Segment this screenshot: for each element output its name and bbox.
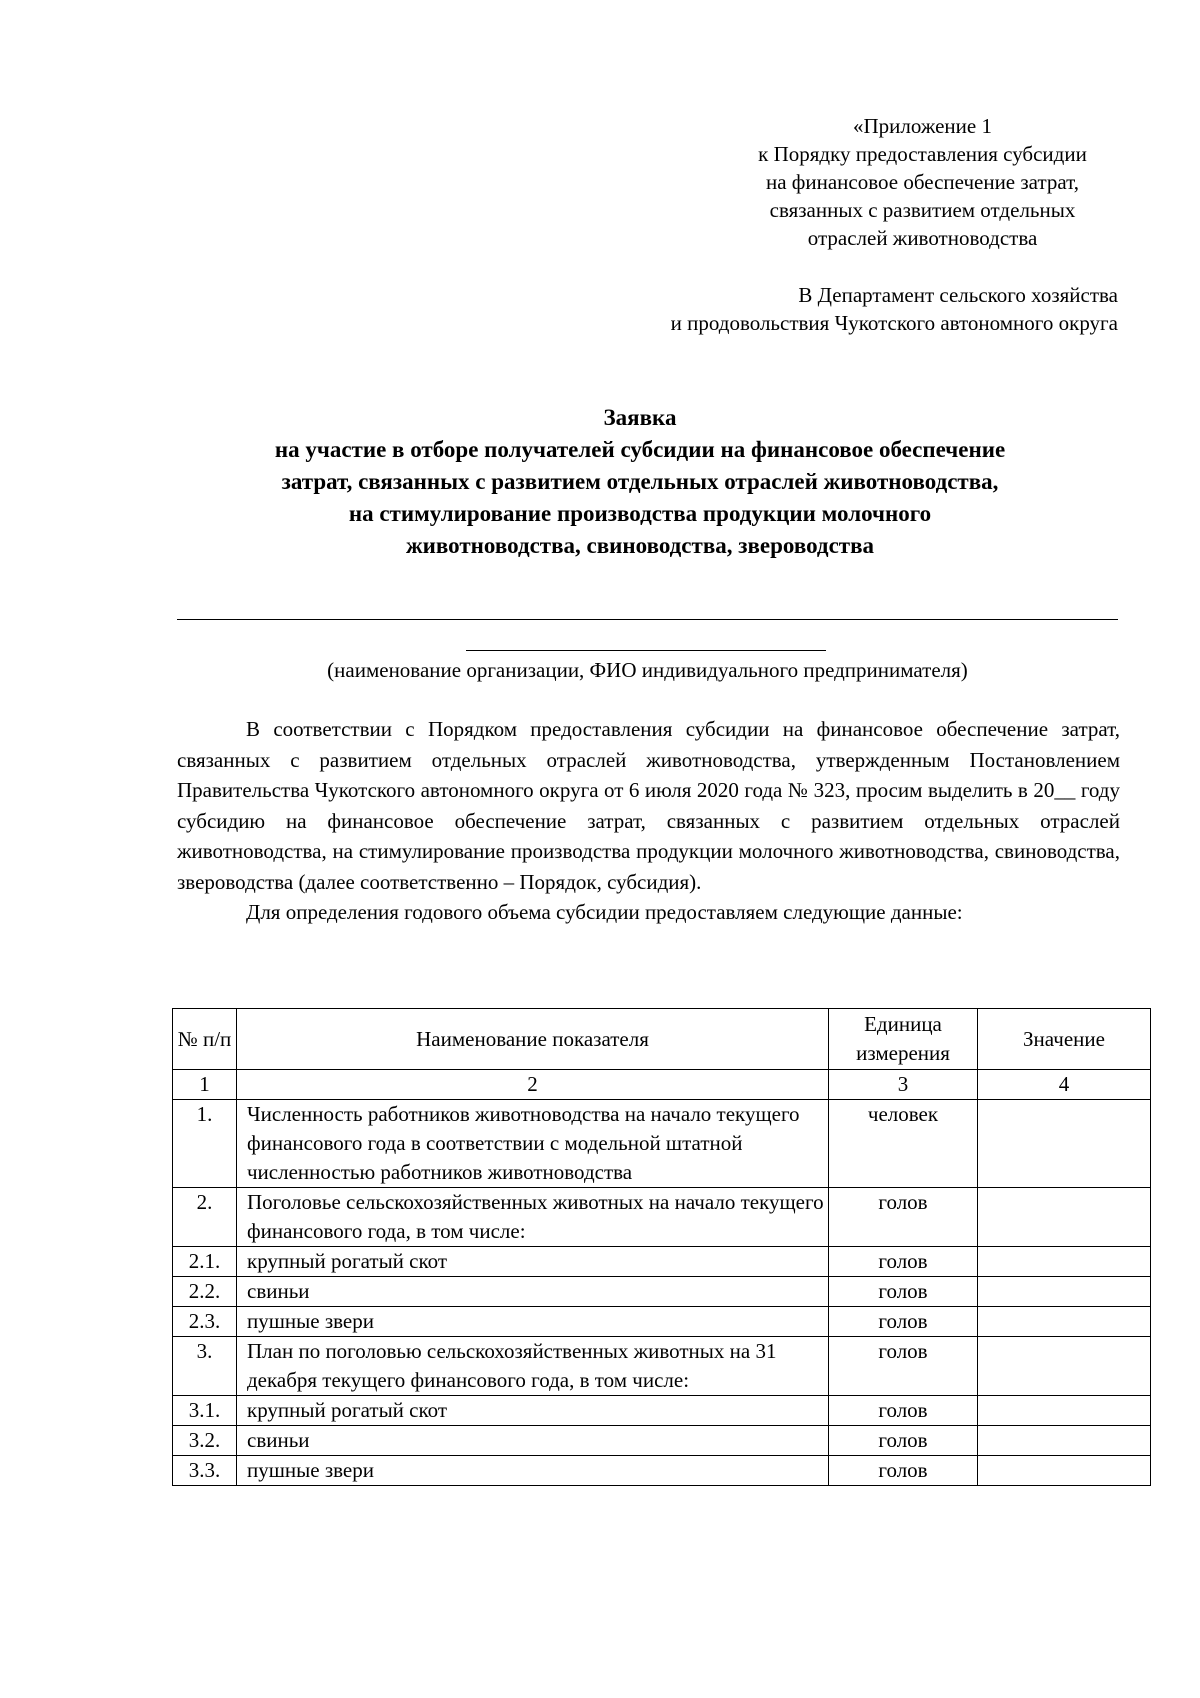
header-unit: Единица измерения	[829, 1009, 978, 1070]
row-value[interactable]	[978, 1188, 1151, 1247]
row-name: свиньи	[237, 1277, 829, 1307]
indicators-table	[172, 1008, 1151, 1486]
table-row	[173, 1277, 1151, 1307]
title-line: на стимулирование производства продукции молочного	[348, 501, 932, 526]
row-value[interactable]	[978, 1456, 1151, 1486]
row-unit: голов	[829, 1307, 978, 1337]
row-value[interactable]	[978, 1426, 1151, 1456]
row-num: 2.1.	[173, 1247, 237, 1277]
column-number: 3	[829, 1070, 978, 1100]
table-row	[173, 1456, 1151, 1486]
row-num: 2.3.	[173, 1307, 237, 1337]
appendix-line: отраслей животноводства	[807, 226, 1038, 250]
recipient-block	[560, 281, 1118, 337]
table-header-row	[173, 1009, 1151, 1070]
row-num: 2.	[173, 1188, 237, 1247]
row-name: свиньи	[237, 1426, 829, 1456]
row-name: пушные звери	[237, 1307, 829, 1337]
paragraph: В соответствии с Порядком предоставления субсидии на финансовое обеспечение затрат, связанных с развитием отдельных отраслей животноводства, утвержденным Постановлением Правительства Чукотского автономного округа от 6 июля 2020 года № 323, просим выделить в 20__ году субсидию на финансовое обеспечение затрат, связанных с развитием отдельных отраслей животноводства, на стимулирование производства продукции молочного животноводства, свиноводства, звероводства (далее соответственно – Порядок, субсидия).	[177, 717, 1120, 894]
row-num: 3.3.	[173, 1456, 237, 1486]
row-name: План по поголовью сельскохозяйственных животных на 31 декабря текущего финансового года, в том числе:	[237, 1337, 829, 1396]
row-unit: голов	[829, 1396, 978, 1426]
table-row	[173, 1396, 1151, 1426]
title-line: животноводства, свиноводства, звероводства	[405, 533, 874, 558]
applicant-name-line-short	[466, 650, 826, 651]
title-line: Заявка	[603, 405, 677, 430]
appendix-heading	[690, 112, 1155, 252]
row-value[interactable]	[978, 1277, 1151, 1307]
recipient-line: В Департамент сельского хозяйства	[798, 283, 1118, 307]
column-number: 2	[237, 1070, 829, 1100]
title-line: затрат, связанных с развитием отдельных отраслей животноводства,	[281, 469, 999, 494]
paragraph: Для определения годового объема субсидии предоставляем следующие данные:	[246, 900, 963, 924]
row-name: пушные звери	[237, 1456, 829, 1486]
row-name: Поголовье сельскохозяйственных животных на начало текущего финансового года, в том числе:	[237, 1188, 829, 1247]
applicant-name-line	[177, 619, 1118, 620]
row-unit: голов	[829, 1188, 978, 1247]
column-number: 1	[173, 1070, 237, 1100]
appendix-line: «Приложение 1	[853, 114, 992, 138]
row-num: 2.2.	[173, 1277, 237, 1307]
row-num: 3.2.	[173, 1426, 237, 1456]
document-title	[160, 402, 1120, 562]
column-numbers-row	[173, 1070, 1151, 1100]
table-row	[173, 1426, 1151, 1456]
column-number: 4	[978, 1070, 1151, 1100]
row-name: крупный рогатый скот	[237, 1247, 829, 1277]
appendix-line: связанных с развитием отдельных	[769, 198, 1076, 222]
row-name: Численность работников животноводства на начало текущего финансового года в соответствии с модельной штатной численностью работников животноводства	[237, 1100, 829, 1188]
header-num: № п/п	[173, 1009, 237, 1070]
row-unit: человек	[829, 1100, 978, 1188]
row-unit: голов	[829, 1277, 978, 1307]
body-text	[177, 714, 1120, 928]
row-num: 3.1.	[173, 1396, 237, 1426]
row-num: 3.	[173, 1337, 237, 1396]
row-unit: голов	[829, 1247, 978, 1277]
row-unit: голов	[829, 1456, 978, 1486]
row-unit: голов	[829, 1337, 978, 1396]
row-name: крупный рогатый скот	[237, 1396, 829, 1426]
row-num: 1.	[173, 1100, 237, 1188]
table-row	[173, 1307, 1151, 1337]
row-unit: голов	[829, 1426, 978, 1456]
table-row	[173, 1337, 1151, 1396]
header-name: Наименование показателя	[237, 1009, 829, 1070]
row-value[interactable]	[978, 1337, 1151, 1396]
row-value[interactable]	[978, 1307, 1151, 1337]
appendix-line: к Порядку предоставления субсидии	[758, 142, 1087, 166]
table-row	[173, 1188, 1151, 1247]
table-row	[173, 1247, 1151, 1277]
row-value[interactable]	[978, 1100, 1151, 1188]
appendix-line: на финансовое обеспечение затрат,	[765, 170, 1080, 194]
recipient-line: и продовольствия Чукотского автономного округа	[670, 311, 1118, 335]
header-value: Значение	[978, 1009, 1151, 1070]
table-row	[173, 1100, 1151, 1188]
row-value[interactable]	[978, 1247, 1151, 1277]
title-line: на участие в отборе получателей субсидии на финансовое обеспечение	[274, 437, 1006, 462]
applicant-name-caption: (наименование организации, ФИО индивидуального предпринимателя)	[327, 658, 968, 682]
row-value[interactable]	[978, 1396, 1151, 1426]
